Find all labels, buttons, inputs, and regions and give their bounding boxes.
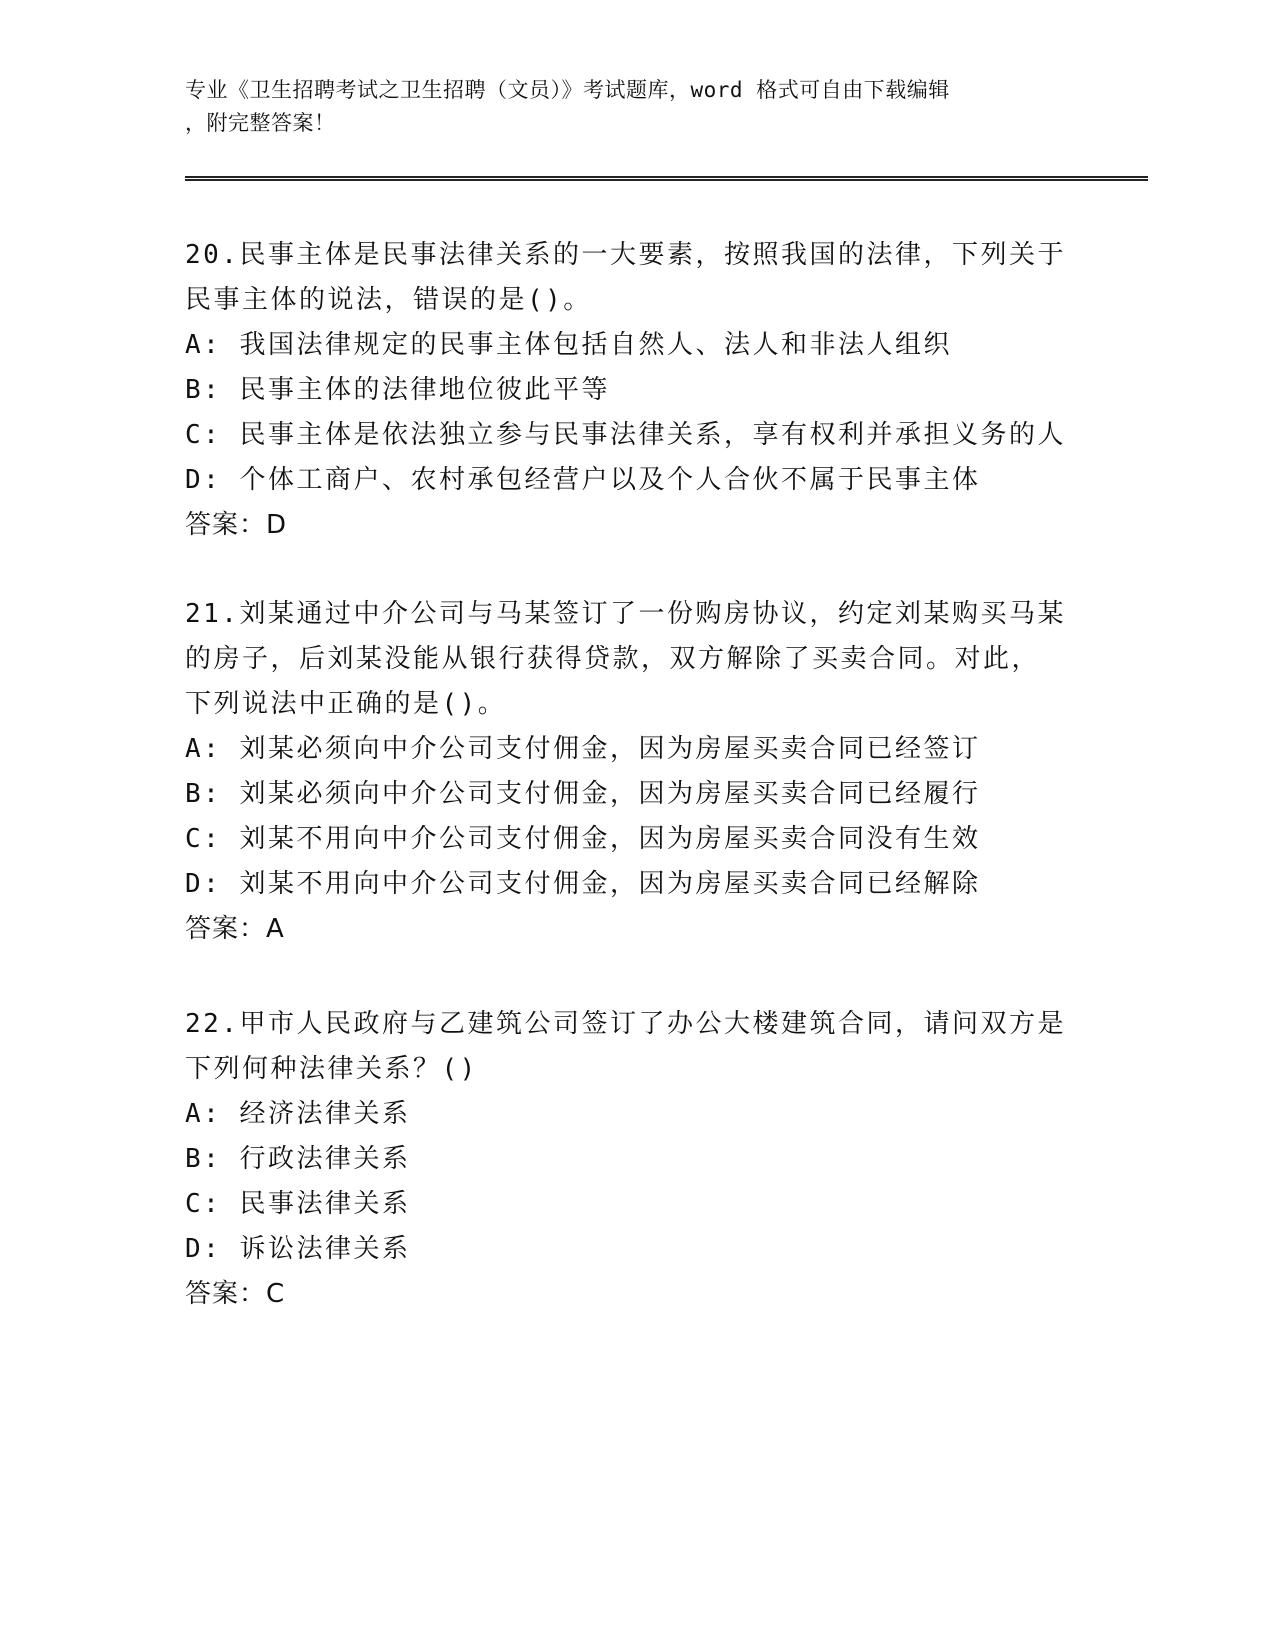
- question-stem-line: 22.甲市人民政府与乙建筑公司签订了办公大楼建筑合同，请问双方是: [185, 1009, 1066, 1039]
- option-d: D: 诉讼法律关系: [185, 1234, 411, 1264]
- question-21: [185, 592, 1085, 952]
- option-d: D: 个体工商户、农村承包经营户以及个人合伙不属于民事主体: [185, 465, 981, 495]
- header-double-rule: [185, 176, 1148, 181]
- answer-line: 答案：A: [185, 914, 285, 944]
- question-stem-line: 下列何种法律关系？(): [185, 1054, 478, 1084]
- answer-line: 答案：C: [185, 1279, 286, 1309]
- option-d: D: 刘某不用向中介公司支付佣金，因为房屋买卖合同已经解除: [185, 869, 981, 899]
- option-c: C: 刘某不用向中介公司支付佣金，因为房屋买卖合同没有生效: [185, 824, 981, 854]
- option-a: A: 我国法律规定的民事主体包括自然人、法人和非法人组织: [185, 330, 952, 360]
- question-stem-line: 21.刘某通过中介公司与马某签订了一份购房协议，约定刘某购买马某: [185, 599, 1066, 629]
- document-header-note: [185, 74, 1065, 140]
- question-22: [185, 1002, 1085, 1317]
- option-a: A: 刘某必须向中介公司支付佣金，因为房屋买卖合同已经签订: [185, 734, 981, 764]
- option-b: B: 民事主体的法律地位彼此平等: [185, 375, 610, 405]
- question-stem-line: 下列说法中正确的是()。: [185, 689, 507, 719]
- option-a: A: 经济法律关系: [185, 1099, 411, 1129]
- option-b: B: 行政法律关系: [185, 1144, 411, 1174]
- option-c: C: 民事主体是依法独立参与民事法律关系，享有权利并承担义务的人: [185, 420, 1066, 450]
- question-stem-line: 民事主体的说法，错误的是()。: [185, 285, 592, 315]
- question-stem-line: 的房子，后刘某没能从银行获得贷款，双方解除了买卖合同。对此，: [185, 644, 1041, 674]
- answer-line: 答案：D: [185, 510, 288, 540]
- header-note-line-2: ，附完整答案！: [185, 111, 336, 135]
- option-b: B: 刘某必须向中介公司支付佣金，因为房屋买卖合同已经履行: [185, 779, 981, 809]
- option-c: C: 民事法律关系: [185, 1189, 411, 1219]
- question-20: [185, 233, 1085, 548]
- question-stem-line: 20.民事主体是民事法律关系的一大要素，按照我国的法律，下列关于: [185, 240, 1066, 270]
- header-note-line-1: 专业《卫生招聘考试之卫生招聘（文员）》考试题库，word 格式可自由下载编辑: [185, 78, 950, 102]
